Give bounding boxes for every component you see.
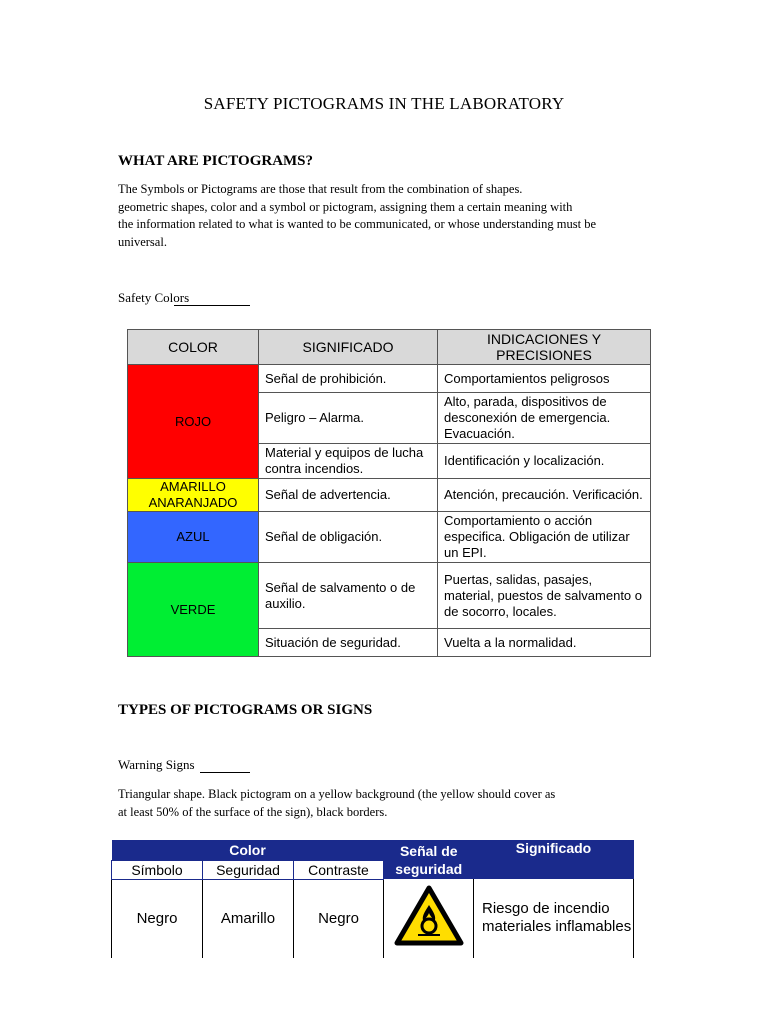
warning-signs-table xyxy=(111,840,634,958)
intro-paragraph xyxy=(118,181,638,251)
table-row xyxy=(128,479,651,512)
warning-line: Triangular shape. Black pictogram on a yellow background (the yellow should cover as xyxy=(118,787,556,801)
color-cell-red: ROJO xyxy=(128,365,259,479)
indicaciones-cell: Vuelta a la normalidad. xyxy=(438,629,651,657)
significado-cell: Señal de prohibición. xyxy=(259,365,438,393)
flammable-warning-icon xyxy=(394,885,464,947)
warning-signs-text: Warning Signs xyxy=(118,757,195,772)
senal-header: Señal de seguridad xyxy=(384,840,474,879)
indicaciones-cell: Comportamientos peligrosos xyxy=(438,365,651,393)
simbolo-header: Símbolo xyxy=(112,860,203,879)
section-heading-types: TYPES OF PICTOGRAMS OR SIGNS xyxy=(118,702,373,718)
color-cell-yellow: AMARILLO ANARANJADO xyxy=(128,479,259,512)
page-title: SAFETY PICTOGRAMS IN THE LABORATORY xyxy=(203,94,565,113)
significado-header: Significado xyxy=(474,840,634,879)
table-header-row xyxy=(128,330,651,365)
simbolo-cell: Negro xyxy=(112,879,203,958)
contraste-cell: Negro xyxy=(294,879,384,958)
significado-cell: Material y equipos de lucha contra incendios. xyxy=(259,444,438,479)
table-row xyxy=(128,512,651,563)
color-cell-blue: AZUL xyxy=(128,512,259,563)
color-cell-green: VERDE xyxy=(128,563,259,657)
indicaciones-cell: Puertas, salidas, pasajes, material, puestos de salvamento o de socorro, locales. xyxy=(438,563,651,629)
underline xyxy=(174,305,250,306)
significado-cell: Señal de advertencia. xyxy=(259,479,438,512)
color-header: Color xyxy=(112,840,384,860)
warning-paragraph xyxy=(118,786,638,821)
contraste-header: Contraste xyxy=(294,860,384,879)
significado-cell: Señal de obligación. xyxy=(259,512,438,563)
warning-signs-label xyxy=(118,757,195,773)
significado-cell: Peligro – Alarma. xyxy=(259,393,438,444)
significado-cell: Situación de seguridad. xyxy=(259,629,438,657)
header-color: COLOR xyxy=(128,330,259,365)
header-significado: SIGNIFICADO xyxy=(259,330,438,365)
indicaciones-cell: Alto, parada, dispositivos de desconexión de emergencia. Evacuación. xyxy=(438,393,651,444)
seguridad-cell: Amarillo xyxy=(203,879,294,958)
intro-line: The Symbols or Pictograms are those that result from the combination of shapes. xyxy=(118,182,523,196)
significado-cell: Señal de salvamento o de auxilio. xyxy=(259,563,438,629)
warning-line: at least 50% of the surface of the sign), black borders. xyxy=(118,804,388,819)
sign-cell xyxy=(384,879,474,958)
indicaciones-cell: Comportamiento o acción especifica. Obligación de utilizar un EPI. xyxy=(438,512,651,563)
table-header-row xyxy=(112,840,634,860)
safety-colors-label xyxy=(118,290,189,306)
table-row xyxy=(112,879,634,958)
underline xyxy=(200,772,250,773)
intro-line: universal. xyxy=(118,234,167,249)
header-indicaciones: INDICACIONES Y PRECISIONES xyxy=(438,330,651,365)
table-row xyxy=(128,563,651,629)
significado-cell: Riesgo de incendio materiales inflamables xyxy=(474,879,634,958)
intro-line: geometric shapes, color and a symbol or pictogram, assigning them a certain meaning with xyxy=(118,199,573,214)
seguridad-header: Seguridad xyxy=(203,860,294,879)
safety-colors-text: Safety Colors xyxy=(118,290,190,305)
section-heading-what-are-pictograms: WHAT ARE PICTOGRAMS? xyxy=(118,153,314,169)
indicaciones-cell: Identificación y localización. xyxy=(438,444,651,479)
indicaciones-cell: Atención, precaución. Verificación. xyxy=(438,479,651,512)
table-row xyxy=(128,365,651,393)
intro-line: the information related to what is wanted to be communicated, or whose understanding must be xyxy=(118,217,597,231)
safety-colors-table xyxy=(127,329,651,657)
